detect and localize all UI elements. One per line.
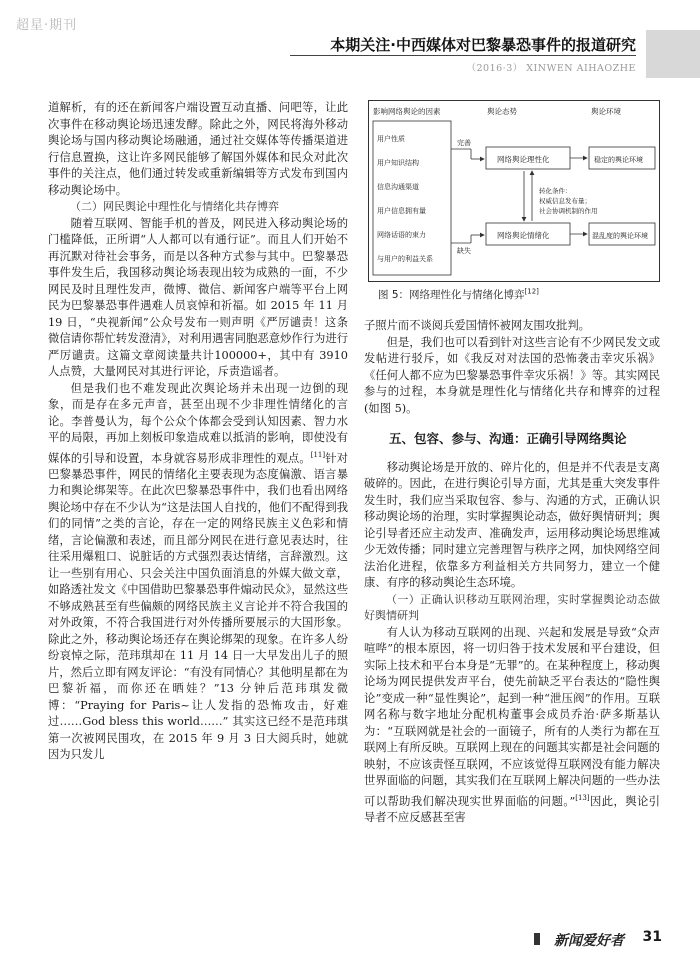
paragraph-text: 针对巴黎暴恐事件，网民的情绪化主要表现为态度偏激、语言暴力和舆论绑架等。在此次巴黎暴恐事件中，我们也看出网络舆论场中存在不少认为“这是法国人自找的，他们不配得到我们的同情”之类的言论，存在一定的网络民族主义色彩和情绪，言论偏激和表述，而且部分网民在进行意见表达时，往往采用爆粗口、说脏话的方式强烈表达情绪，言辞激烈。这让一些别有用心、只会关注中国负面消息的外媒大做文章，如路透社发文《中国借助巴黎暴恐事件煽动民众》，显然这些不够成熟甚至有些偏颇的网络民族主义言论并不符合我国的对外政策，不符合我国进行对外传播所要展示的大国形象。除此之外，移动舆论场还存在舆论绑架的现象。在许多人纷纷哀悼之际，范玮琪却在 11 月 14 日一大早发出儿子的照片，然后立即有网友评论：“有没有同情心？其他明星都在为巴黎祈福，而你还在晒娃？”13 分钟后范玮琪发微博：“Praying for Paris~让人发指的恐怖攻击，好难过……God bless this world……” 其实这已经不是范玮琪第一次被网民围攻，在 2015 年 9 月 3 日大阅兵时，她就因为只发儿	[48, 451, 348, 762]
page-header-subtitle: （2016·3） XINWEN AIHAOZHE	[466, 63, 636, 74]
condition-line: 转化条件：	[539, 187, 572, 195]
header-rule	[290, 55, 636, 56]
factor-item: 用户信息拥有量	[377, 207, 426, 215]
subsection-heading: （一）正确认识移动互联网治理，实时掌握舆论动态做好舆情研判	[364, 592, 660, 622]
condition-line: 社会协调机制的作用	[539, 207, 598, 215]
page-header-title: 本期关注·中西媒体对巴黎暴恐事件的报道研究	[330, 36, 636, 54]
page-number: 31	[642, 929, 662, 945]
header-state: 舆论态势	[487, 107, 517, 116]
diagram-canvas	[369, 101, 661, 283]
publication-mark: 超星·期刊	[16, 18, 78, 33]
paragraph	[48, 381, 348, 764]
section-heading: 五、包容、参与、沟通：正确引导网络舆论	[389, 431, 627, 446]
factor-item: 用户性质	[377, 135, 405, 143]
reference-mark: [11]	[310, 450, 326, 459]
paragraph: 但是，我们也可以看到针对这些言论有不少网民发文或发帖进行驳斥，如《我反对对法国的恐怖袭击幸灾乐祸》《任何人都不应为巴黎暴恐事件幸灾乐祸！》等。其实网民参与的过程，本身就是理性化与情绪化共存和博弈的过程(如图 5)。	[364, 335, 660, 415]
right-column	[364, 318, 660, 826]
factor-item: 与用户的利益关系	[377, 255, 433, 263]
paragraph-text: 但是我们也不难发现此次舆论场并未出现一边倒的现象，而是存在多元声音，甚至出现不少非理性情绪化的言论。李普曼认为，每个公众个体都会受到认知因素、智力水平的局限，再加上刻板印象造成难以抵消的影响，即使没有媒体的引导和设置，本身就容易形成非理性的观点。	[48, 381, 348, 465]
label-lack: 缺失	[457, 247, 471, 255]
header-decoration	[646, 30, 700, 78]
box-emotional-label: 网络舆论情绪化	[497, 231, 550, 240]
box-stable-label: 稳定的舆论环境	[594, 156, 643, 164]
paragraph: 随着互联网、智能手机的普及，网民进入移动舆论场的门槛降低，正所谓“人人都可以有通行证”。而且人们开始不再沉默对待社会事务，而是以各种方式参与其中。巴黎暴恐事件发生后，我国移动舆论场表现出较为成熟的一面，不少网民及时且理性发声，微博、微信、新闻客户端等平台上网民为巴黎暴恐事件遇难人员哀悼和祈福。如 2015 年 11 月 19 日，“央视新闻”公众号发布一则声明《严厉谴责！这条微信请你帮忙转发澄清》，对利用遇害同胞恶意炒作行为进行严厉谴责。这篇文章阅读量共计100000+，其中有 3910 人点赞，大量网民对其进行评论，斥责造谣者。	[48, 216, 348, 378]
figure-caption-text: 图 5：网络理性化与情绪化博弈	[378, 289, 525, 301]
paragraph: 子照片而不谈阅兵爱国情怀被网友围攻批判。	[364, 319, 590, 332]
paragraph: 道解析，有的还在新闻客户端设置互动直播、问吧等，让此次事件在移动舆论场迅速发酵。除此之外，网民将海外移动舆论场与国内移动舆论场融通，通过社交媒体等传播渠道进行信息置换，这让许多网民能够了解国外媒体和民众对此次事件的关注点，他们通过转发或重新编辑等方式发布到国内移动舆论场中。	[48, 101, 348, 197]
footer-decoration	[534, 933, 540, 945]
reference-mark: [12]	[524, 287, 539, 296]
factor-item: 网络话语的束力	[377, 231, 426, 239]
paragraph: 移动舆论场是开放的、碎片化的，但是并不代表是支离破碎的。因此，在进行舆论引导方面，尤其是重大突发事件发生时，我们应当采取包容、参与、沟通的方式，正确认识移动舆论场的治理，实时掌握舆论动态，做好舆情研判；舆论引导者还应主动发声、准确发声，运用移动舆论场思维减少无效传播；同时建立完善理智与秩序之网，加快网络空间法治化进程，依靠多方利益相关方共同努力，建立一个健康、有序的移动舆论生态环境。	[364, 460, 660, 589]
journal-logo: 新闻爱好者	[554, 933, 624, 949]
paragraph-text: 有人认为移动互联网的出现、兴起和发展是导致“众声喧哗”的根本原因，将一切归咎于技术发展和平台建设，但实际上技术和平台本身是“无罪”的。在某种程度上，移动舆论场为网民提供发声平台，使先前缺乏平台表达的“隐性舆论”变成一种“显性舆论”，起到一种“泄压阀”的作用。互联网名称与数字地址分配机构董事会成员乔治·萨多斯基认为：“互联网就是社会的一面镜子，所有的人类行为都在互联网上有所反映。互联网上现在的问题其实都是社会问题的映射，不应该责怪互联网，不应该觉得互联网没有能力解决世界面临的问题，其实我们在互联网上解决问题的一些办法可以帮助我们解决现实世界面临的问题。”	[364, 625, 660, 808]
header-env: 舆论环境	[591, 107, 621, 116]
subsection-heading: （二）网民舆论中理性化与情绪化共存博弈	[70, 200, 279, 213]
box-rational-label: 网络舆论理性化	[497, 155, 550, 164]
figure-diagram	[368, 100, 660, 282]
box-chaotic-label: 混乱度的舆论环境	[592, 232, 648, 240]
figure-caption	[378, 287, 539, 302]
factors-box	[373, 121, 451, 275]
header-influence: 影响网络舆论的因素	[373, 107, 441, 116]
label-perfect: 完善	[457, 139, 471, 147]
left-column	[48, 100, 348, 764]
reference-mark: [13]	[575, 793, 590, 802]
condition-line: 权威信息发布量；	[539, 197, 591, 205]
factor-item: 信息沟通渠道	[377, 183, 419, 191]
paragraph	[364, 625, 660, 827]
paragraph-text: 因此，舆论引导者不应反感甚至害	[364, 794, 660, 824]
factor-item: 用户知识结构	[377, 159, 419, 167]
